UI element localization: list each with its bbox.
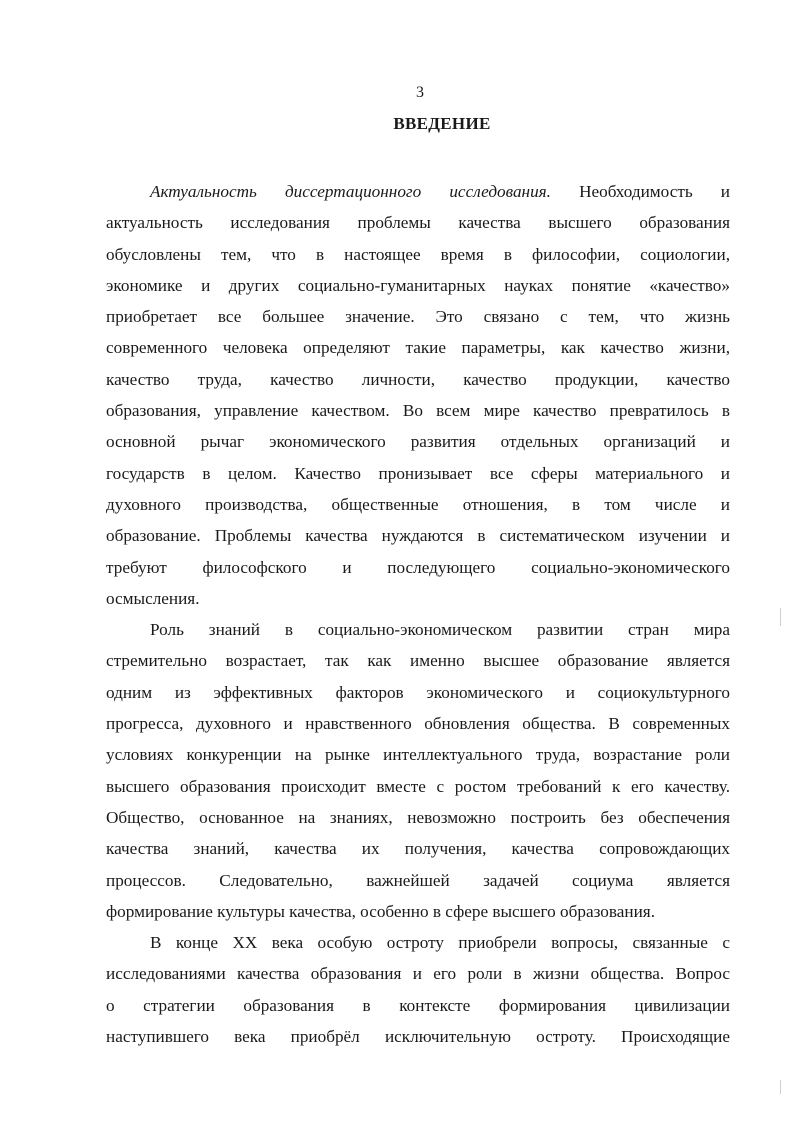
text-line: экономике и других социально-гуманитарных науках понятие «качество» (106, 275, 730, 295)
text-line: качество труда, качество личности, качество продукции, качество (106, 369, 730, 389)
text-line: процессов. Следовательно, важнейшей задачей социума является (106, 870, 730, 890)
text-line: прогресса, духовного и нравственного обновления общества. В современных (106, 714, 730, 734)
page-number: 3 (416, 84, 424, 101)
text-line: духовного производства, общественные отношения, в том числе и (106, 494, 730, 514)
text-line: В конце XX века особую остроту приобрели вопросы, связанные с (150, 933, 730, 953)
text-line: образования, управление качеством. Во всем мире качество превратилось в (106, 401, 730, 421)
scan-edge-mark (780, 608, 781, 626)
text-line: приобретает все большее значение. Это связано с тем, что жизнь (106, 307, 730, 327)
text-line: о стратегии образования в контексте формирования цивилизации (106, 995, 730, 1015)
text-line (150, 176, 730, 207)
text-line: стремительно возрастает, так как именно высшее образование является (106, 651, 730, 671)
text-line: обусловлены тем, что в настоящее время в философии, социологии, (106, 244, 730, 264)
text-line: наступившего века приобрёл исключительную остроту. Происходящие (106, 1027, 730, 1047)
text-line: современного человека определяют такие параметры, как качество жизни, (106, 338, 730, 358)
text-line: образование. Проблемы качества нуждаются в систематическом изучении и (106, 526, 730, 546)
text-line: Общество, основанное на знаниях, невозможно построить без обеспечения (106, 807, 730, 827)
text-line: требуют философского и последующего социально-экономического (106, 557, 730, 577)
text-line: Роль знаний в социально-экономическом развитии стран мира (150, 620, 730, 640)
text-line: осмысления. (106, 588, 200, 608)
text-line: одним из эффективных факторов экономического и социокультурного (106, 682, 730, 702)
text-line: высшего образования происходит вместе с ростом требований к его качеству. (106, 776, 730, 796)
text-line: основной рычаг экономического развития отдельных организаций и (106, 432, 730, 452)
text-line: качества знаний, качества их получения, качества сопровождающих (106, 839, 730, 859)
body-text (106, 176, 730, 1052)
line-text: Необходимость и (550, 182, 730, 201)
text-line: формирование культуры качества, особенно в сфере высшего образования. (106, 901, 656, 921)
text-line: государств в целом. Качество пронизывает все сферы материального и (106, 463, 730, 483)
italic-lead: Актуальность диссертационного исследования. (150, 182, 551, 201)
text-line: условиях конкуренции на рынке интеллектуального труда, возрастание роли (106, 745, 730, 765)
text-line: актуальность исследования проблемы качества высшего образования (106, 213, 730, 233)
text-line: исследованиями качества образования и его роли в жизни общества. Вопрос (106, 964, 730, 984)
section-heading: ВВЕДЕНИЕ (393, 114, 491, 133)
scan-edge-mark (780, 1080, 781, 1094)
